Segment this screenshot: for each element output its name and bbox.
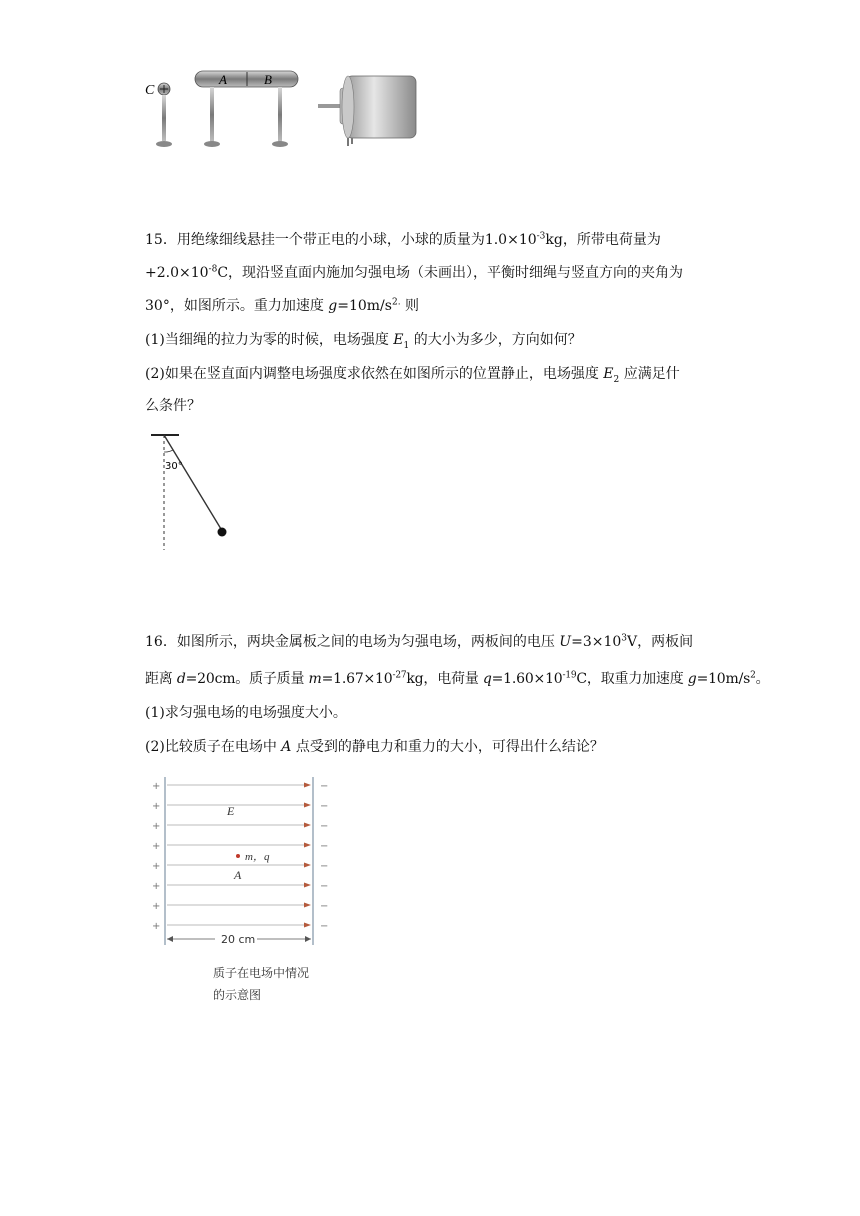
q15-line2: $+2.0\times 10^{-8}C$，现沿竖直面内施加匀强电场（未画出），平衡时细绳与竖直方向的夹角为 [145,264,684,281]
field-arrow [304,903,311,908]
field-arrow [304,863,311,868]
field-arrow [304,843,311,848]
q15-part1: (1)当细绳的拉力为零的时候，电场强度 $E_1$ 的大小为多少，方向如何？ [145,332,582,351]
figure-electric-field [145,775,335,950]
charged-ball [218,528,227,537]
minus-sign: − [320,861,329,872]
minus-sign: − [320,781,329,792]
q16-part1: (1)求匀强电场的电场强度大小。 [145,705,347,721]
q15-line3: 30°，如图所示。重力加速度 $g=10m/s^{2.}$ 则 [145,297,420,314]
plus-sign: + [152,841,161,852]
plus-sign: + [152,781,161,792]
q15-number: 15． [145,232,177,248]
minus-sign: − [320,881,329,892]
q16-number: 16． [145,634,177,650]
field-arrow [304,923,311,928]
figure-caption-line2: 的示意图 [213,988,262,1002]
label-b: B [264,72,272,87]
minus-sign: − [320,901,329,912]
figure-conductors [140,64,440,154]
plus-sign: + [152,861,161,872]
plus-sign: + [152,821,161,832]
plus-sign: + [152,901,161,912]
plus-sign: + [152,881,161,892]
label-mq: m，q [245,851,270,863]
width-label: 20 cm [221,933,256,946]
figure-pendulum [145,428,245,554]
q15-part2-cont: 么条件？ [145,398,201,414]
field-arrow [304,823,311,828]
q15-line1: 15．用绝缘细线悬挂一个带正电的小球，小球的质量为$1.0\times 10^{-3}kg$，所带电荷量为 [145,231,661,248]
minus-sign: − [320,821,329,832]
label-e: E [227,804,235,818]
q16-part2: (2)比较质子在电场中 A 点受到的静电力和重力的大小，可得出什么结论？ [145,739,604,755]
minus-sign: − [320,841,329,852]
plus-sign: + [152,801,161,812]
q16-line1: 16．如图所示，两块金属板之间的电场为匀强电场，两板间的电压 $U=3\times 10^3V$，两板间 [145,633,694,650]
field-arrow [304,803,311,808]
figure-caption-line1: 质子在电场中情况 [213,966,310,980]
plus-sign: + [152,921,161,932]
angle-label: 30° [165,461,183,472]
field-arrow [304,783,311,788]
metal-cylinder [346,76,416,138]
proton-dot [236,854,240,858]
field-arrow [304,883,311,888]
q16-line2: 距离 d=20cm。质子质量 $m=1.67\times 10^{-27}kg$，电荷量 $q=1.60\times 10^{-19}C$，取重力加速度 $g=10m/s^2$。 [145,670,770,687]
label-a-point: A [234,868,242,882]
q15-part2: (2)如果在竖直面内调整电场强度求依然在如图所示的位置静止，电场强度 $E_2$ 应满足什 [145,366,680,385]
minus-sign: − [320,921,329,932]
label-a: A [219,72,227,87]
minus-sign: − [320,801,329,812]
label-c: C [145,83,155,98]
